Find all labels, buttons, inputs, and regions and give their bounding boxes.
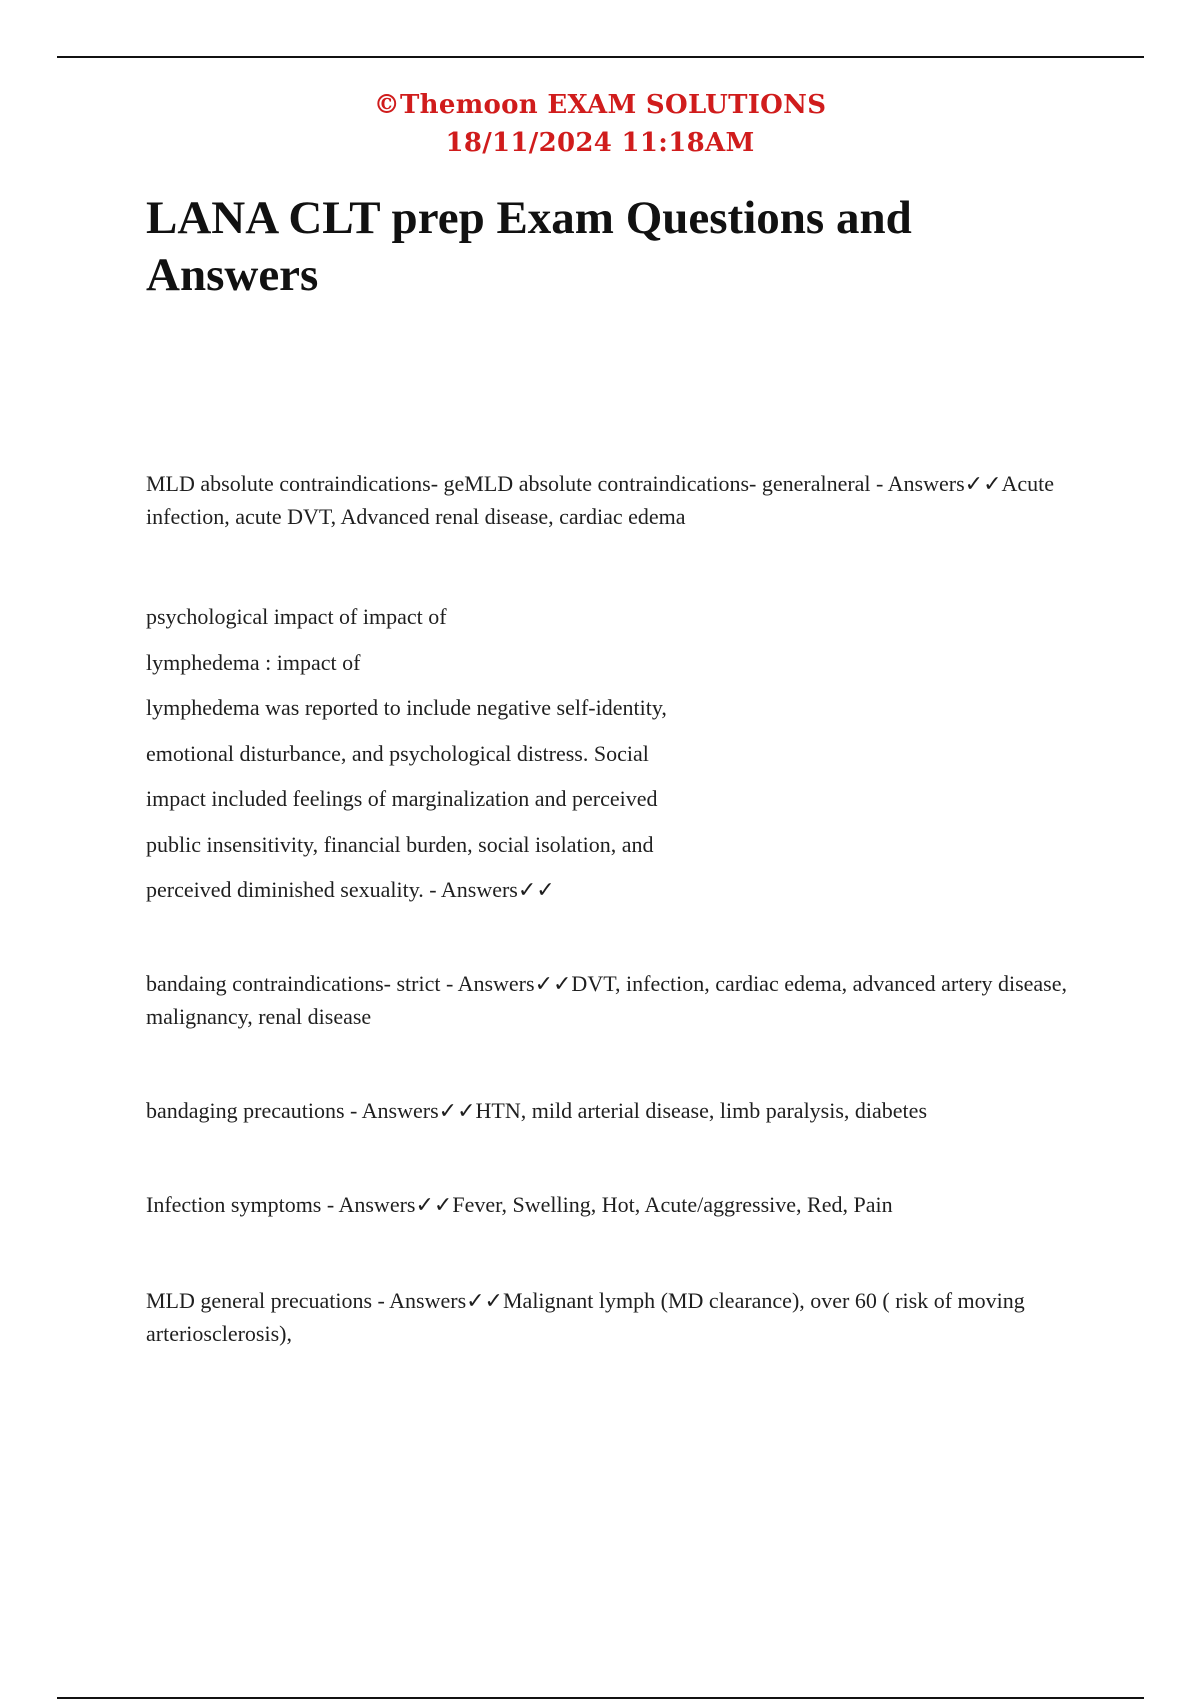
qa-line: lymphedema was reported to include negative self-identity, [146, 695, 667, 720]
top-rule [57, 56, 1144, 58]
watermark-timestamp: 18/11/2024 11:18AM [445, 128, 755, 158]
qa-line: psychological impact of impact of [146, 604, 447, 629]
watermark-header [0, 86, 1200, 162]
qa-line: lymphedema : impact of [146, 649, 361, 675]
watermark-title: ©Themoon EXAM SOLUTIONS [373, 90, 827, 120]
qa-line: perceived diminished sexuality. - Answers✓✓ [146, 877, 555, 902]
qa-line: emotional disturbance, and psychological distress. Social [146, 740, 649, 766]
qa-entry-mld-general-precautions: MLD general precuations - Answers✓✓Malignant lymph (MD clearance), over 60 ( risk of moving arteriosclerosis), [146, 1288, 1025, 1346]
document-title: LANA CLT prep Exam Questions and Answers [146, 192, 912, 301]
qa-entry-infection-symptoms: Infection symptoms - Answers✓✓Fever, Swelling, Hot, Acute/aggressive, Red, Pain [146, 1192, 893, 1217]
qa-entry-psychological-impact [146, 594, 846, 913]
qa-entry-bandaging-contraindications: bandaing contraindications- strict - Answers✓✓DVT, infection, cardiac edema, advanced artery disease, malignancy, renal disease [146, 971, 1067, 1029]
qa-line: public insensitivity, financial burden, social isolation, and [146, 831, 654, 857]
qa-entry-bandaging-precautions: bandaging precautions - Answers✓✓HTN, mild arterial disease, limb paralysis, diabetes [146, 1098, 927, 1123]
bottom-rule [57, 1697, 1144, 1699]
qa-entry-mld-absolute-contraindications: MLD absolute contraindications- geMLD absolute contraindications- generalneral - Answers✓✓Acute infection, acute DVT, Advanced renal disease, cardiac edema [146, 471, 1055, 529]
qa-line: impact included feelings of marginalization and perceived [146, 786, 658, 811]
